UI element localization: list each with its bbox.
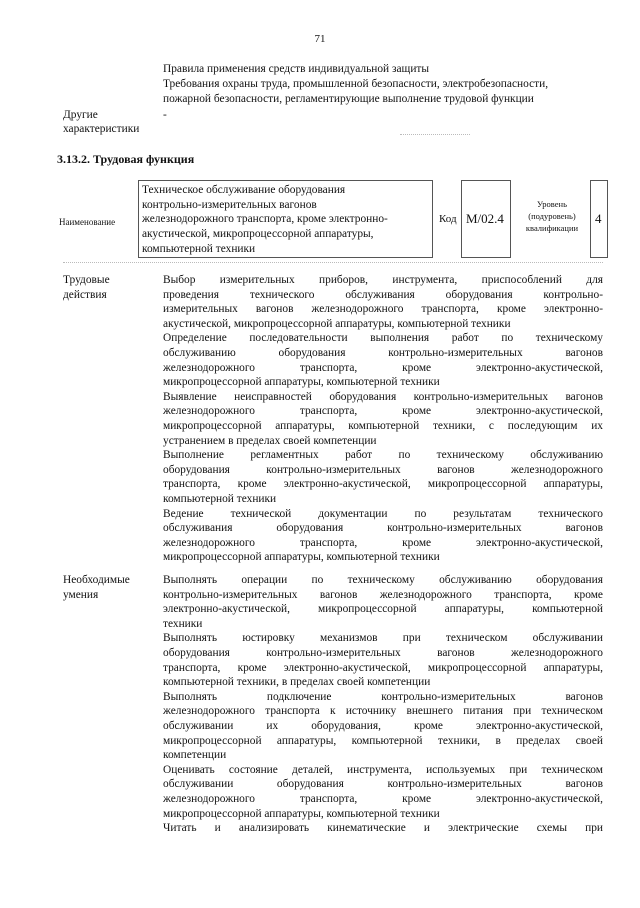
labor-actions-line: компьютерной техники	[163, 493, 277, 505]
skills-line: микропроцессорной аппаратуры, компьютерной техники	[163, 807, 440, 820]
labor-actions-label-1: Трудовые	[63, 274, 110, 286]
name-label: Наименование	[59, 217, 116, 227]
code-label: Код	[439, 213, 457, 225]
labor-actions-line: микропроцессорной аппаратуры, компьютерной техники	[163, 376, 440, 389]
top-line-1: Правила применения средств индивидуальной защиты	[163, 63, 430, 75]
labor-actions-line: железнодорожного транспорта, кроме электронно-акустической,	[163, 536, 603, 549]
labor-actions-label-2: действия	[63, 289, 107, 301]
other-characteristics-value: -	[163, 109, 167, 121]
skills-line: Выполнять юстировку механизмов при техническом обслуживании	[163, 632, 603, 645]
function-name-line-1: Техническое обслуживание оборудования	[142, 184, 346, 196]
skills-line: Выполнять подключение контрольно-измерительных вагонов	[163, 690, 603, 703]
skills-line: микропроцессорной аппаратуры, компьютерной техники, в пределах своей	[163, 734, 603, 747]
skills-line: Оценивать состояние деталей, инструмента, используемых при техническом	[163, 763, 603, 776]
skills-line: Читать и анализировать кинематические и электрические схемы при	[163, 822, 603, 835]
function-name-line-4: акустической, микропроцессорной аппаратуры,	[142, 228, 374, 240]
separator-line	[63, 262, 603, 263]
skills-line: оборудования контрольно-измерительных вагонов железнодорожного	[163, 647, 603, 659]
faint-line	[400, 134, 470, 135]
labor-actions-line: обслуживания оборудования контрольно-измерительных вагонов	[163, 522, 603, 535]
labor-actions-line: оборудования контрольно-измерительных вагонов железнодорожного	[163, 463, 603, 476]
level-label-1: Уровень	[537, 199, 567, 209]
labor-actions-line: Выполнение регламентных работ по техническому обслуживанию	[163, 449, 603, 462]
skills-line: транспорта, кроме электронно-акустической, микропроцессорной аппаратуры,	[163, 661, 603, 674]
top-line-3: пожарной безопасности, регламентирующие выполнение трудовой функции	[163, 93, 534, 105]
skills-line: Выполнять операции по техническому обслуживанию оборудования	[163, 574, 603, 586]
skills-line: железнодорожного транспорта, кроме электронно-акустической,	[163, 793, 603, 805]
labor-actions-line: Определение последовательности выполнения работ по техническому	[163, 332, 603, 345]
labor-actions-line: железнодорожного транспорта, кроме электронно-акустической,	[163, 405, 603, 418]
other-characteristics-label-2: характеристики	[63, 123, 140, 135]
function-name-line-5: компьютерной техники	[142, 243, 256, 255]
section-heading: 3.13.2. Трудовая функция	[57, 152, 195, 166]
level-value: 4	[595, 211, 602, 226]
skills-line: обслуживании их оборудования, кроме электронно-акустической,	[163, 720, 603, 732]
skills-line: техники	[163, 617, 203, 630]
labor-actions-line: Ведение технической документации по результатам технического	[163, 507, 603, 520]
labor-actions-line: акустической, микропроцессорной аппаратуры, компьютерной техники	[163, 317, 511, 330]
labor-actions-line: микропроцессорной аппаратуры, компьютерной техники	[163, 551, 440, 564]
labor-actions-line: железнодорожного транспорта, кроме электронно-акустической,	[163, 361, 603, 374]
skills-line: железнодорожного транспорта к источнику внешнего питания при техническом	[163, 705, 603, 718]
skills-line: контрольно-измерительных вагонов железнодорожного транспорта, кроме	[163, 588, 603, 601]
labor-actions-line: микропроцессорной аппаратуры, компьютерной техники, с последующим их	[163, 420, 603, 432]
labor-actions-line: проведения технического обслуживания оборудования контрольно-	[163, 288, 603, 301]
skills-line: обслуживании оборудования контрольно-измерительных вагонов	[163, 778, 603, 791]
skills-line: электронно-акустической, микропроцессорной аппаратуры, компьютерной	[163, 603, 603, 616]
level-label-2: (подуровень)	[528, 211, 576, 221]
other-characteristics-label-1: Другие	[63, 109, 98, 121]
labor-actions-line: Выявление неисправностей оборудования контрольно-измерительных вагонов	[163, 390, 603, 403]
level-label-3: квалификации	[525, 223, 579, 233]
code-value: M/02.4	[466, 211, 504, 226]
top-line-2: Требования охраны труда, промышленной безопасности, электробезопасности,	[163, 78, 549, 90]
skills-line: компьютерной техники, в пределах своей компетенции	[163, 676, 431, 689]
labor-actions-line: измерительных вагонов железнодорожного транспорта, кроме электронно-	[163, 303, 603, 316]
skills-line: компетенции	[163, 749, 227, 762]
skills-label-2: умения	[63, 589, 99, 601]
labor-actions-line: обслуживанию оборудования контрольно-измерительных вагонов	[163, 347, 603, 359]
labor-actions-line: транспорта, кроме электронно-акустической, микропроцессорной аппаратуры,	[163, 478, 603, 491]
page-number: 71	[314, 33, 326, 45]
labor-actions-line: Выбор измерительных приборов, инструмента, приспособлений для	[163, 274, 603, 286]
labor-actions-line: устранением в пределах своей компетенции	[163, 434, 377, 447]
skills-label-1: Необходимые	[63, 574, 130, 586]
function-name-line-3: железнодорожного транспорта, кроме электронно-	[142, 213, 388, 225]
function-name-line-2: контрольно-измерительных вагонов	[142, 199, 317, 211]
